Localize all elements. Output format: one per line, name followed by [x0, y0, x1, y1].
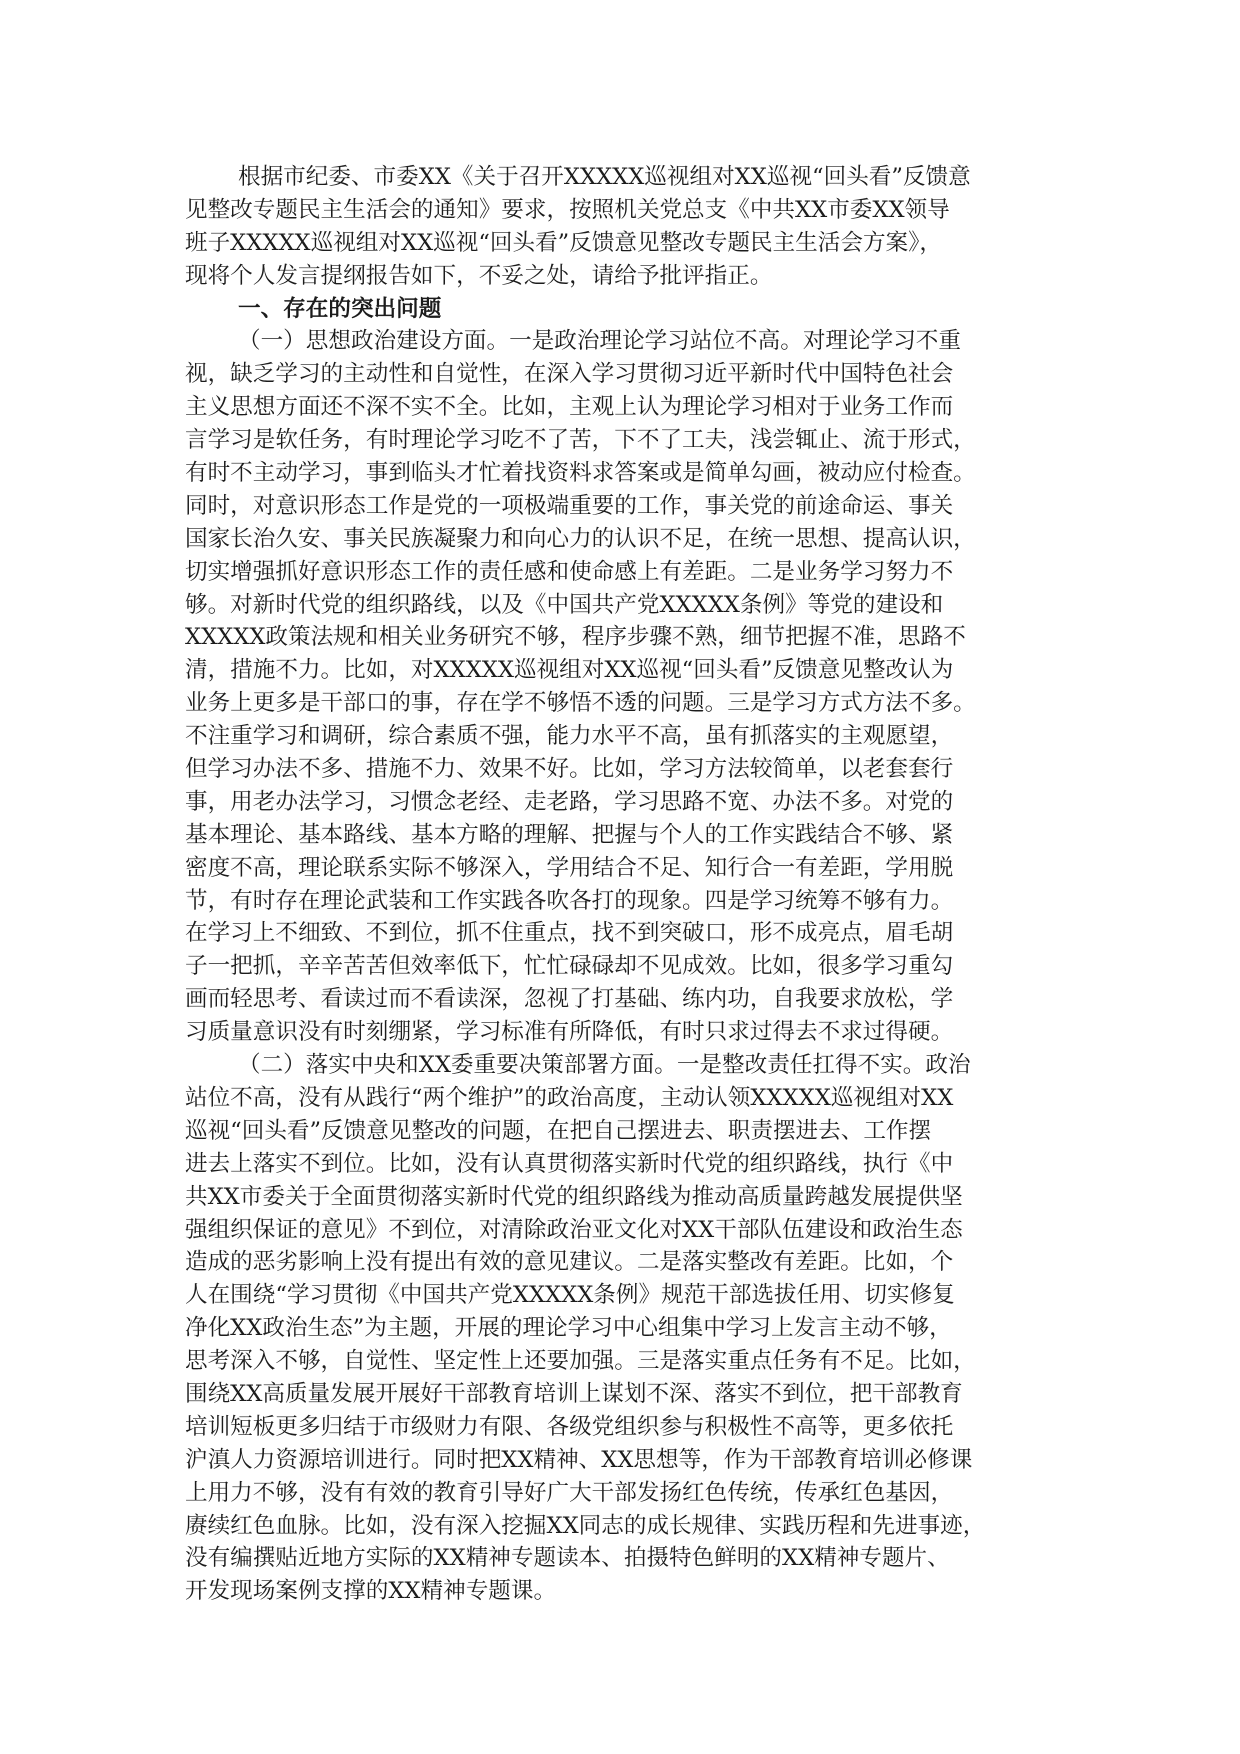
text-line: 但学习办法不多、措施不力、效果不好。比如，学习方法较简单，以老套套行: [185, 756, 954, 783]
text-line: 人在围绕“学习贯彻《中国共产党XXXXX条例》规范干部选拔任用、切实修复: [185, 1282, 955, 1309]
text-line: 不注重学习和调研，综合素质不强，能力水平不高，虽有抓落实的主观愿望，: [185, 723, 954, 750]
text-line: 强组织保证的意见》不到位，对清除政治亚文化对XX干部队伍建设和政治生态: [185, 1216, 963, 1243]
text-line: 净化XX政治生态”为主题，开展的理论学习中心组集中学习上发言主动不够，: [185, 1315, 952, 1342]
text-line: 清，措施不力。比如，对XXXXX巡视组对XX巡视“回头看”反馈意见整改认为: [185, 657, 954, 684]
text-line: （二）落实中央和XX委重要决策部署方面。一是整改责任扛得不实。政治: [238, 1052, 971, 1079]
text-line: （一）思想政治建设方面。一是政治理论学习站位不高。对理论学习不重: [238, 328, 961, 355]
text-line: 事，用老办法学习，习惯念老经、走老路，学习思路不宽、办法不多。对党的: [185, 788, 954, 815]
text-line: 基本理论、基本路线、基本方略的理解、把握与个人的工作实践结合不够、紧: [185, 821, 954, 848]
text-line: 围绕XX高质量发展开展好干部教育培训上谋划不深、落实不到位，把干部教育: [185, 1380, 963, 1407]
text-line: XXXXX政策法规和相关业务研究不够，程序步骤不熟，细节把握不准，思路不: [185, 624, 966, 651]
text-line: 根据市纪委、市委XX《关于召开XXXXX巡视组对XX巡视“回头看”反馈意: [238, 164, 971, 190]
text-line: 现将个人发言提纲报告如下，不妥之处，请给予批评指正。: [185, 262, 773, 289]
text-line: 有时不主动学习，事到临头才忙着找资料求答案或是简单勾画，被动应付检查。: [185, 460, 976, 487]
text-line: 一、存在的突出问题: [238, 295, 442, 322]
text-line: 进去上落实不到位。比如，没有认真贯彻落实新时代党的组织路线，执行《中: [185, 1150, 954, 1177]
text-line: 开发现场案例支撑的XX精神专题课。: [185, 1578, 557, 1605]
text-line: 言学习是软任务，有时理论学习吃不了苦，下不了工夫，浅尝辄止、流于形式，: [185, 427, 976, 454]
text-line: 共XX市委关于全面贯彻落实新时代党的组织路线为推动高质量跨越发展提供坚: [185, 1183, 963, 1210]
body-paragraph: [185, 1049, 1065, 1608]
text-line: 密度不高，理论联系实际不够深入，学用结合不足、知行合一有差距，学用脱: [185, 854, 954, 881]
body-paragraph: [185, 161, 1065, 293]
text-line: 主义思想方面还不深不实不全。比如，主观上认为理论学习相对于业务工作而: [185, 394, 954, 421]
text-line: 赓续红色血脉。比如，没有深入挖掘XX同志的成长规律、实践历程和先进事迹，: [185, 1512, 986, 1539]
text-line: 培训短板更多归结于市级财力有限、各级党组织参与积极性不高等，更多依托: [185, 1413, 954, 1440]
text-line: 站位不高，没有从践行“两个维护”的政治高度，主动认领XXXXX巡视组对XX: [185, 1084, 954, 1111]
text-line: 班子XXXXX巡视组对XX巡视“回头看”反馈意见整改专题民主生活会方案》，: [185, 229, 943, 256]
text-line: 国家长治久安、事关民族凝聚力和向心力的认识不足，在统一思想、提高认识，: [185, 525, 976, 552]
text-line: 节，有时存在理论武装和工作实践各吹各打的现象。四是学习统筹不够有力。: [185, 887, 954, 914]
text-line: 没有编撰贴近地方实际的XX精神专题读本、拍摄特色鲜明的XX精神专题片、: [185, 1545, 950, 1572]
text-line: 画而轻思考、看读过而不看读深，忽视了打基础、练内功，自我要求放松，学: [185, 986, 954, 1013]
text-line: 业务上更多是干部口的事，存在学不够悟不透的问题。三是学习方式方法不多。: [185, 690, 976, 717]
text-line: 思考深入不够，自觉性、坚定性上还要加强。三是落实重点任务有不足。比如，: [185, 1348, 976, 1375]
section-heading: [185, 293, 1065, 326]
text-line: 视，缺乏学习的主动性和自觉性，在深入学习贯彻习近平新时代中国特色社会: [185, 361, 954, 388]
text-line: 巡视“回头看”反馈意见整改的问题，在把自己摆进去、职责摆进去、工作摆: [185, 1117, 932, 1144]
text-line: 造成的恶劣影响上没有提出有效的意见建议。二是落实整改有差距。比如，个: [185, 1249, 954, 1276]
text-line: 同时，对意识形态工作是党的一项极端重要的工作，事关党的前途命运、事关: [185, 492, 954, 519]
document-body: [185, 161, 1065, 1608]
text-line: 子一把抓，辛辛苦苦但效率低下，忙忙碌碌却不见成效。比如，很多学习重勾: [185, 953, 954, 980]
body-paragraph: [185, 325, 1065, 1049]
text-line: 沪滇人力资源培训进行。同时把XX精神、XX思想等，作为干部教育培训必修课: [185, 1446, 973, 1473]
text-line: 习质量意识没有时刻绷紧，学习标准有所降低，有时只求过得去不求过得硬。: [185, 1019, 954, 1046]
text-line: 上用力不够，没有有效的教育引导好广大干部发扬红色传统，传承红色基因，: [185, 1479, 954, 1506]
text-line: 切实增强抓好意识形态工作的责任感和使命感上有差距。二是业务学习努力不: [185, 558, 954, 585]
text-line: 够。对新时代党的组织路线，以及《中国共产党XXXXX条例》等党的建设和: [185, 591, 944, 618]
text-line: 见整改专题民主生活会的通知》要求，按照机关党总支《中共XX市委XX领导: [185, 196, 950, 223]
text-line: 在学习上不细致、不到位，抓不住重点，找不到突破口，形不成亮点，眉毛胡: [185, 920, 954, 947]
